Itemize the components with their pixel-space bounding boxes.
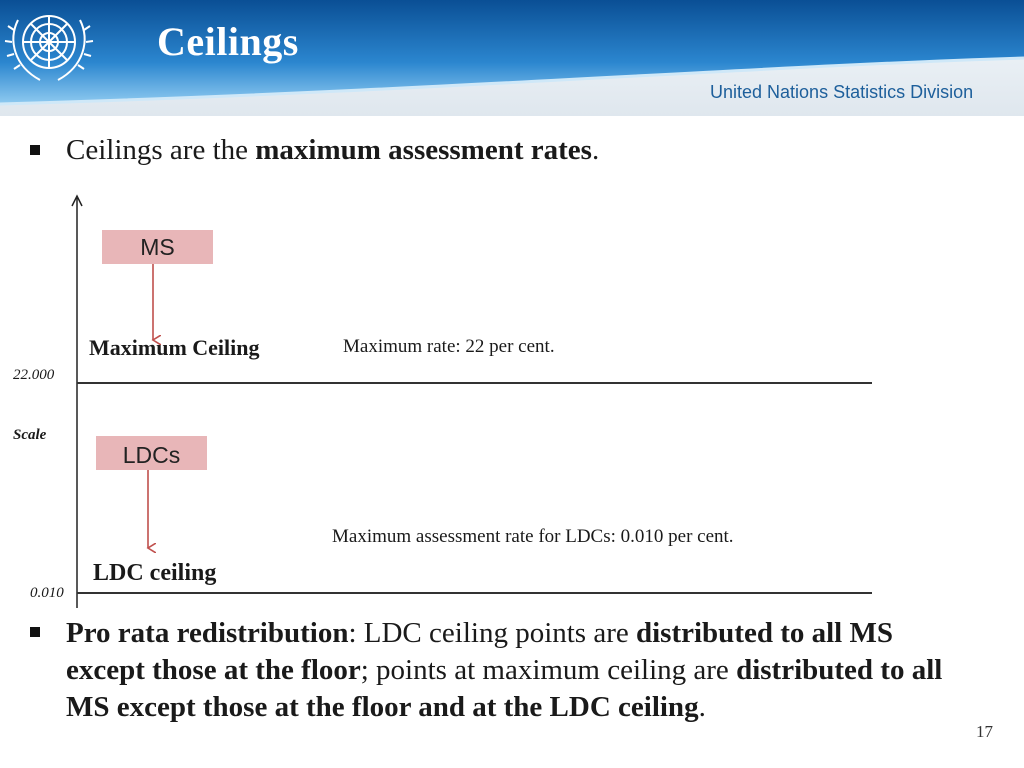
bullet-marker-2 (30, 627, 40, 637)
bullet2-bold-3: distributed to all MS except those at the floor and at the LDC ceiling (66, 654, 943, 723)
bullet2-bold-1: Pro rata redistribution (66, 617, 349, 649)
bullet2-bold-2: distributed to all MS except those at the floor (66, 617, 893, 686)
tick-min-value: 0.010 (30, 585, 64, 601)
bullet-marker-1 (30, 145, 40, 155)
ceiling-diagram (0, 190, 880, 610)
max-ceiling-label: Maximum Ceiling (89, 335, 260, 360)
bullet2-text-1: : LDC ceiling points are (348, 617, 636, 649)
bullet-text-1 (66, 134, 599, 167)
ldc-ceiling-label: LDC ceiling (93, 560, 217, 586)
bullet1-bold: maximum assessment rates (255, 134, 592, 166)
header-band (0, 0, 1024, 116)
ldc-rate-note: Maximum assessment rate for LDCs: 0.010 per cent. (332, 526, 734, 547)
ldcs-box: LDCs (96, 436, 207, 470)
un-emblem-icon (0, 0, 98, 90)
axis-label-scale: Scale (13, 427, 47, 443)
bullet-text-2 (66, 615, 966, 726)
bullet1-prefix: Ceilings are the (66, 134, 256, 166)
page-number: 17 (976, 722, 993, 741)
page-title: Ceilings (157, 19, 299, 64)
max-rate-note: Maximum rate: 22 per cent. (343, 336, 555, 357)
tick-max-value: 22.000 (13, 367, 55, 383)
bullet2-text-2: ; points at maximum ceiling are (360, 654, 737, 686)
bullet2-text-3: . (698, 691, 706, 723)
bullet1-suffix: . (591, 134, 600, 166)
division-name: United Nations Statistics Division (710, 82, 974, 102)
ms-box: MS (102, 230, 213, 264)
